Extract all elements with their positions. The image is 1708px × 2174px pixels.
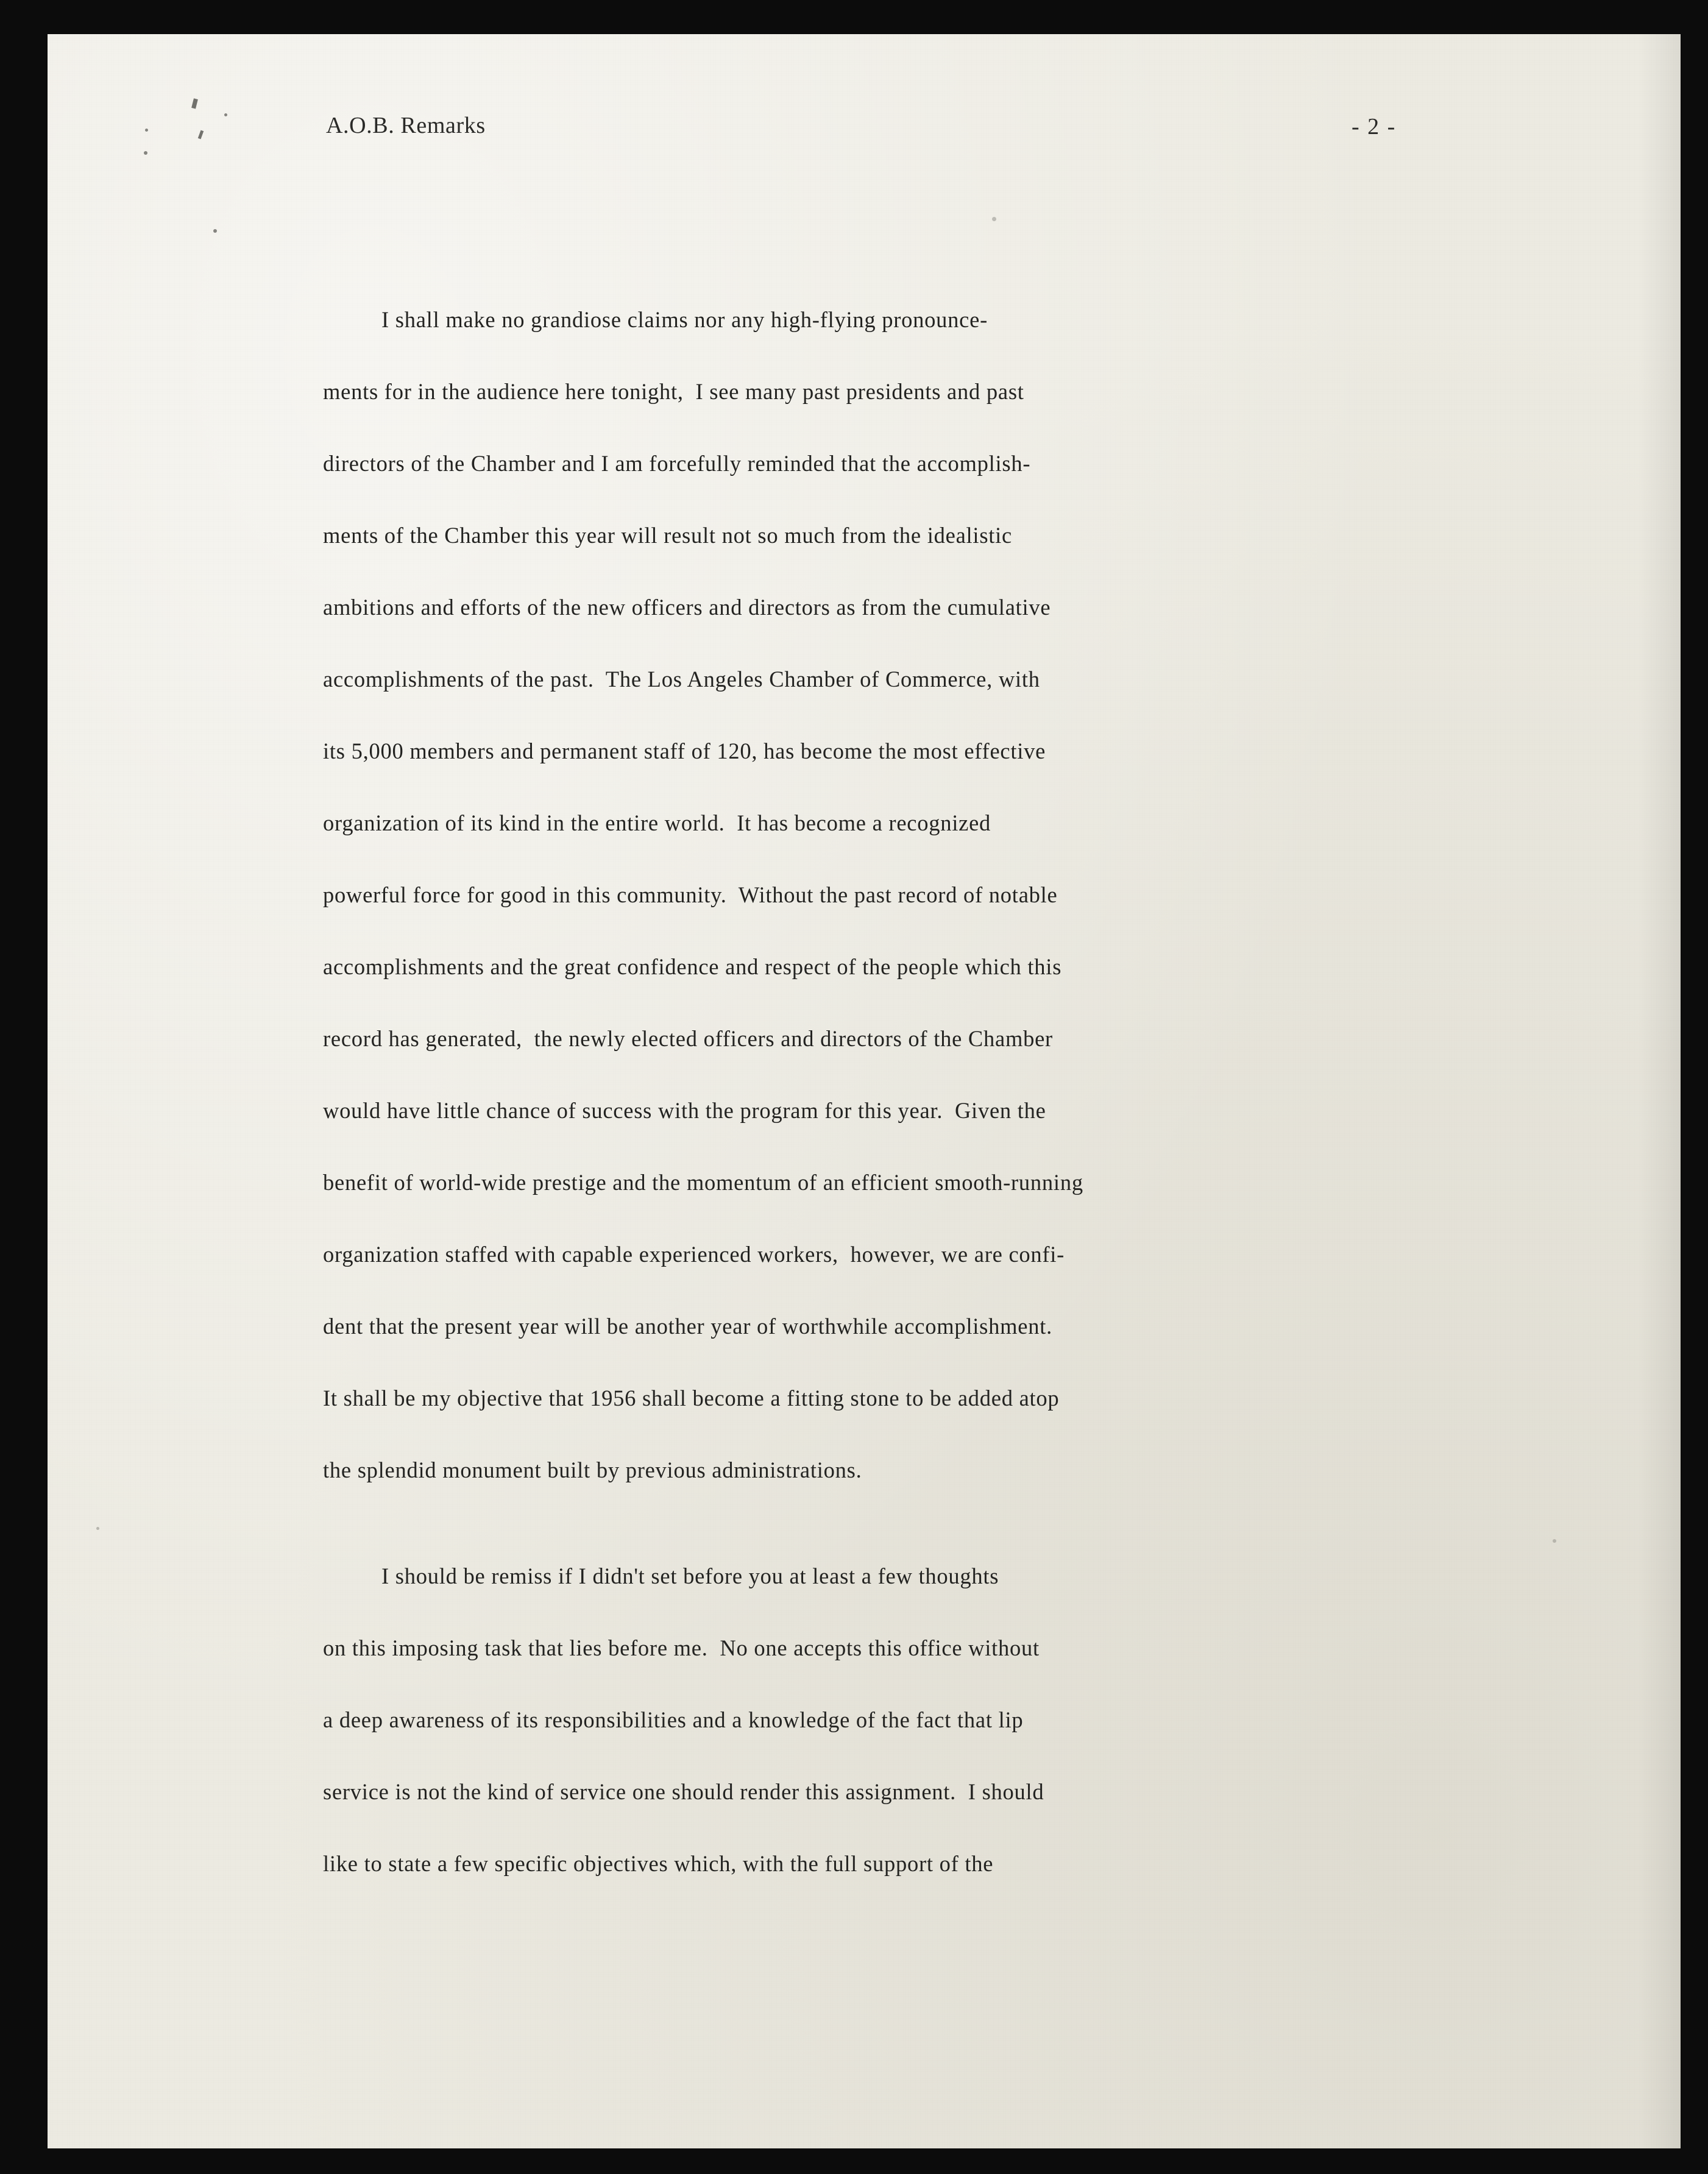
text-line: dent that the present year will be another year of worthwhile accomplishment.	[323, 1314, 1052, 1339]
scan-speck	[145, 129, 148, 132]
page-number: - 2 -	[1352, 114, 1397, 140]
text-line: record has generated, the newly elected officers and directors of the Chamber	[323, 1026, 1053, 1051]
text-line: ambitions and efforts of the new officers and directors as from the cumulative	[323, 595, 1051, 620]
text-line: ments for in the audience here tonight, I see many past presidents and past	[323, 379, 1024, 404]
page-edge-shadow	[1638, 34, 1681, 2148]
text-line: organization of its kind in the entire world. It has become a recognized	[323, 810, 991, 835]
text-line: a deep awareness of its responsibilities and a knowledge of the fact that lip	[323, 1707, 1024, 1732]
text-line: accomplishments and the great confidence and respect of the people which this	[323, 954, 1062, 979]
scan-speck	[144, 151, 147, 155]
text-line: on this imposing task that lies before me. No one accepts this office without	[323, 1635, 1040, 1660]
text-line: like to state a few specific objectives which, with the full support of the	[323, 1851, 994, 1876]
text-line: its 5,000 members and permanent staff of 120, has become the most effective	[323, 738, 1046, 763]
scan-speck	[992, 217, 996, 221]
text-line: accomplishments of the past. The Los Angeles Chamber of Commerce, with	[323, 667, 1040, 692]
text-line: would have little chance of success with the program for this year. Given the	[323, 1098, 1046, 1123]
text-line: service is not the kind of service one should render this assignment. I should	[323, 1779, 1044, 1804]
scan-speck	[198, 130, 204, 140]
text-line: I should be remiss if I didn't set before you at least a few thoughts	[381, 1563, 999, 1588]
scan-speck	[213, 229, 217, 233]
text-line: organization staffed with capable experienced workers, however, we are confi-	[323, 1242, 1065, 1267]
text-line: I shall make no grandiose claims nor any high-flying pronounce-	[381, 307, 988, 332]
scan-speck	[224, 113, 227, 116]
scan-speck	[1553, 1539, 1556, 1543]
document-page	[48, 34, 1681, 2148]
text-line: benefit of world-wide prestige and the momentum of an efficient smooth-running	[323, 1170, 1083, 1195]
text-line: directors of the Chamber and I am forcefully reminded that the accomplish-	[323, 451, 1031, 476]
text-line: powerful force for good in this community. Without the past record of notable	[323, 882, 1058, 907]
document-body	[323, 284, 1458, 1934]
page-header	[48, 34, 1681, 107]
page-title: A.O.B. Remarks	[326, 113, 486, 138]
text-line: ments of the Chamber this year will result not so much from the idealistic	[323, 523, 1013, 548]
text-line: the splendid monument built by previous administrations.	[323, 1457, 862, 1482]
text-line: It shall be my objective that 1956 shall become a fitting stone to be added atop	[323, 1386, 1060, 1411]
scan-speck	[96, 1527, 99, 1530]
paragraph-1	[323, 284, 1458, 1506]
paragraph-2	[323, 1540, 1458, 1900]
